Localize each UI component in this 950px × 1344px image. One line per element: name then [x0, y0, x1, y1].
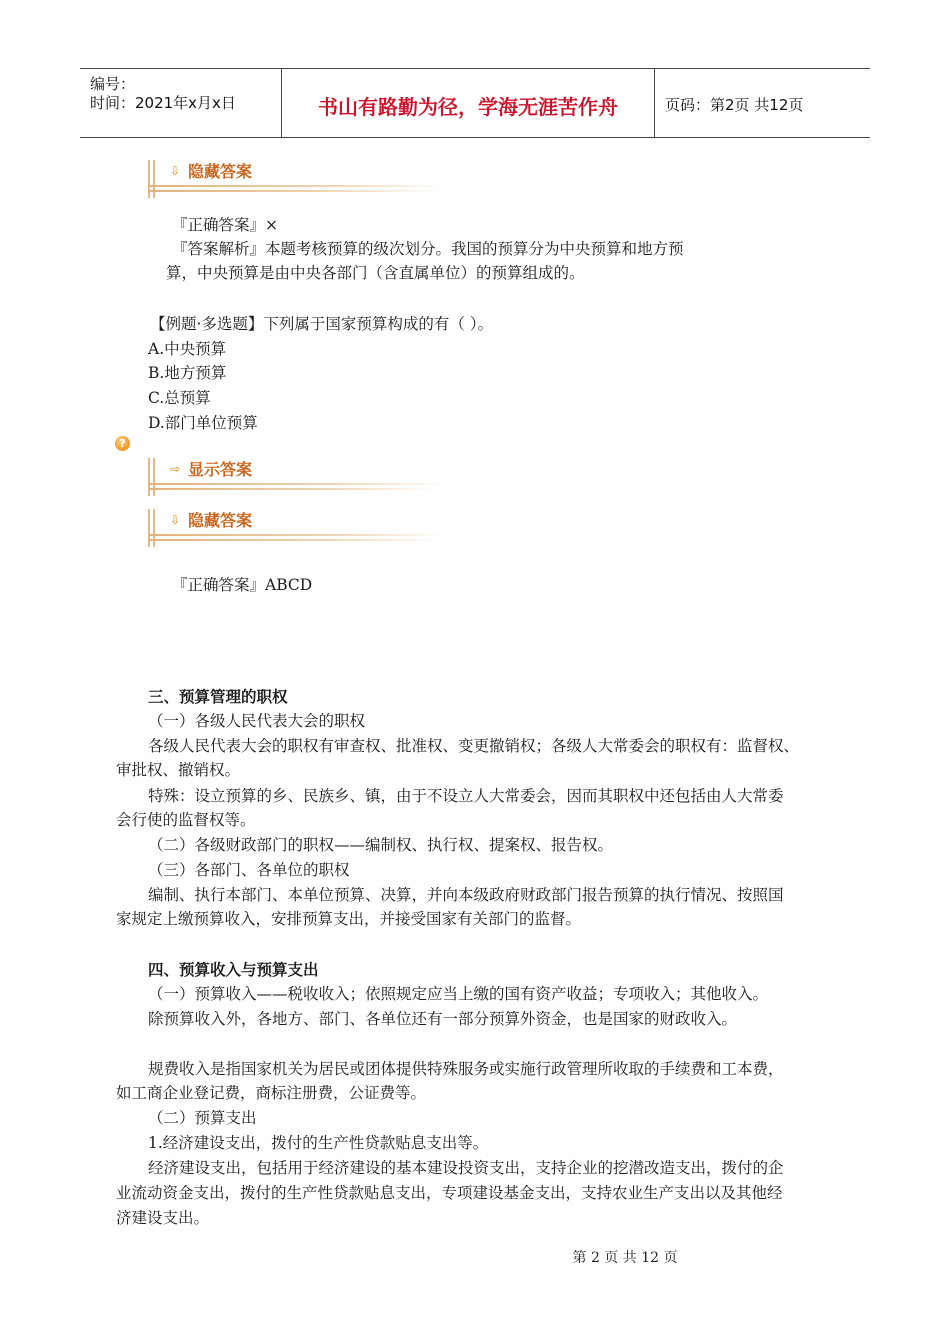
section4-p3-line1: 经济建设支出，包括用于经济建设的基本建设投资支出，支持企业的挖潜改造支出，拨付的企: [148, 1159, 784, 1177]
section4-p1: 除预算收入外，各地方、部门、各单位还有一部分预算外资金，也是国家的财政收入。: [148, 1010, 738, 1028]
show-answer-label: 显示答案: [188, 460, 253, 479]
section4-heading: 四、预算收入与预算支出: [148, 961, 319, 979]
section3-sub2: （二）各级财政部门的职权——编制权、执行权、提案权、报告权。: [148, 836, 614, 854]
header-motto-cell: [282, 69, 655, 137]
section3-p1-line2: 审批权、撤销权。: [116, 761, 241, 779]
option-a: A.中央预算: [148, 340, 227, 358]
section4-p3-line2: 业流动资金支出，拨付的生产性贷款贴息支出，专项建设基金支出，支持农业生产支出以及其他经: [116, 1184, 783, 1202]
option-b: B.地方预算: [148, 364, 227, 382]
section3-p1-line1: 各级人民代表大会的职权有审查权、批准权、变更撤销权；各级人大常委会的职权有：监督权、: [148, 737, 800, 755]
section3-sub3: （三）各部门、各单位的职权: [148, 861, 350, 879]
hide-answer-label: 隐藏答案: [188, 162, 253, 181]
analysis-line-1: 『答案解析』本题考核预算的级次划分。我国的预算分为中央预算和地方预: [172, 240, 684, 258]
section3-p2-line2: 会行使的监督权等。: [116, 811, 256, 829]
section4-item1: 1.经济建设支出，拨付的生产性贷款贴息支出等。: [148, 1134, 489, 1152]
section3-sub1: （一）各级人民代表大会的职权: [148, 712, 366, 730]
arrow-down-icon: ⇩: [169, 513, 181, 527]
hide-answer-label-2: 隐藏答案: [188, 511, 253, 530]
page-footer: 第 2 页 共 12 页: [572, 1250, 678, 1266]
arrow-down-icon: ⇩: [169, 164, 181, 178]
correct-answer-1: 『正确答案』×: [172, 216, 278, 234]
show-answer-banner[interactable]: [148, 458, 448, 498]
number-label: 编号：: [90, 75, 136, 93]
section4-sub2: （二）预算支出: [148, 1109, 257, 1127]
section4-p2-line1: 规费收入是指国家机关为居民或团体提供特殊服务或实施行政管理所收取的手续费和工本费，: [148, 1060, 784, 1078]
page-header: [80, 68, 870, 138]
section3-heading: 三、预算管理的职权: [148, 688, 288, 706]
motto: 书山有路勤为径，学海无涯苦作舟: [318, 95, 618, 119]
header-page-cell: [655, 69, 870, 137]
section3-p3-line1: 编制、执行本部门、本单位预算、决算，并向本级政府财政部门报告预算的执行情况、按照国: [148, 886, 784, 904]
question-icon[interactable]: ?: [115, 436, 130, 451]
header-meta-cell: [80, 69, 282, 137]
analysis-line-2: 算，中央预算是由中央各部门（含直属单位）的预算组成的。: [166, 264, 585, 282]
section3-p2-line1: 特殊：设立预算的乡、民族乡、镇，由于不设立人大常委会，因而其职权中还包括由人大常委: [148, 787, 784, 805]
page-indicator: 页码：第2页 共12页: [665, 96, 804, 114]
arrow-right-icon: ⇨: [169, 462, 181, 476]
section3-p3-line2: 家规定上缴预算收入，安排预算支出，并接受国家有关部门的监督。: [116, 910, 582, 928]
correct-answer-2: 『正确答案』ABCD: [172, 576, 313, 594]
date-label: 时间：2021年x月x日: [90, 94, 236, 112]
hide-answer-banner-2[interactable]: [148, 509, 448, 549]
section4-p2-line2: 如工商企业登记费，商标注册费，公证费等。: [116, 1084, 427, 1102]
hide-answer-banner[interactable]: [148, 160, 448, 200]
question-stem: 【例题·多选题】下列属于国家预算构成的有（ ）。: [150, 315, 494, 333]
section4-p3-line3: 济建设支出。: [116, 1209, 210, 1227]
option-d: D.部门单位预算: [148, 414, 258, 432]
option-c: C.总预算: [148, 389, 211, 407]
section4-sub1: （一）预算收入——税收收入；依照规定应当上缴的国有资产收益；专项收入；其他收入。: [148, 985, 769, 1003]
